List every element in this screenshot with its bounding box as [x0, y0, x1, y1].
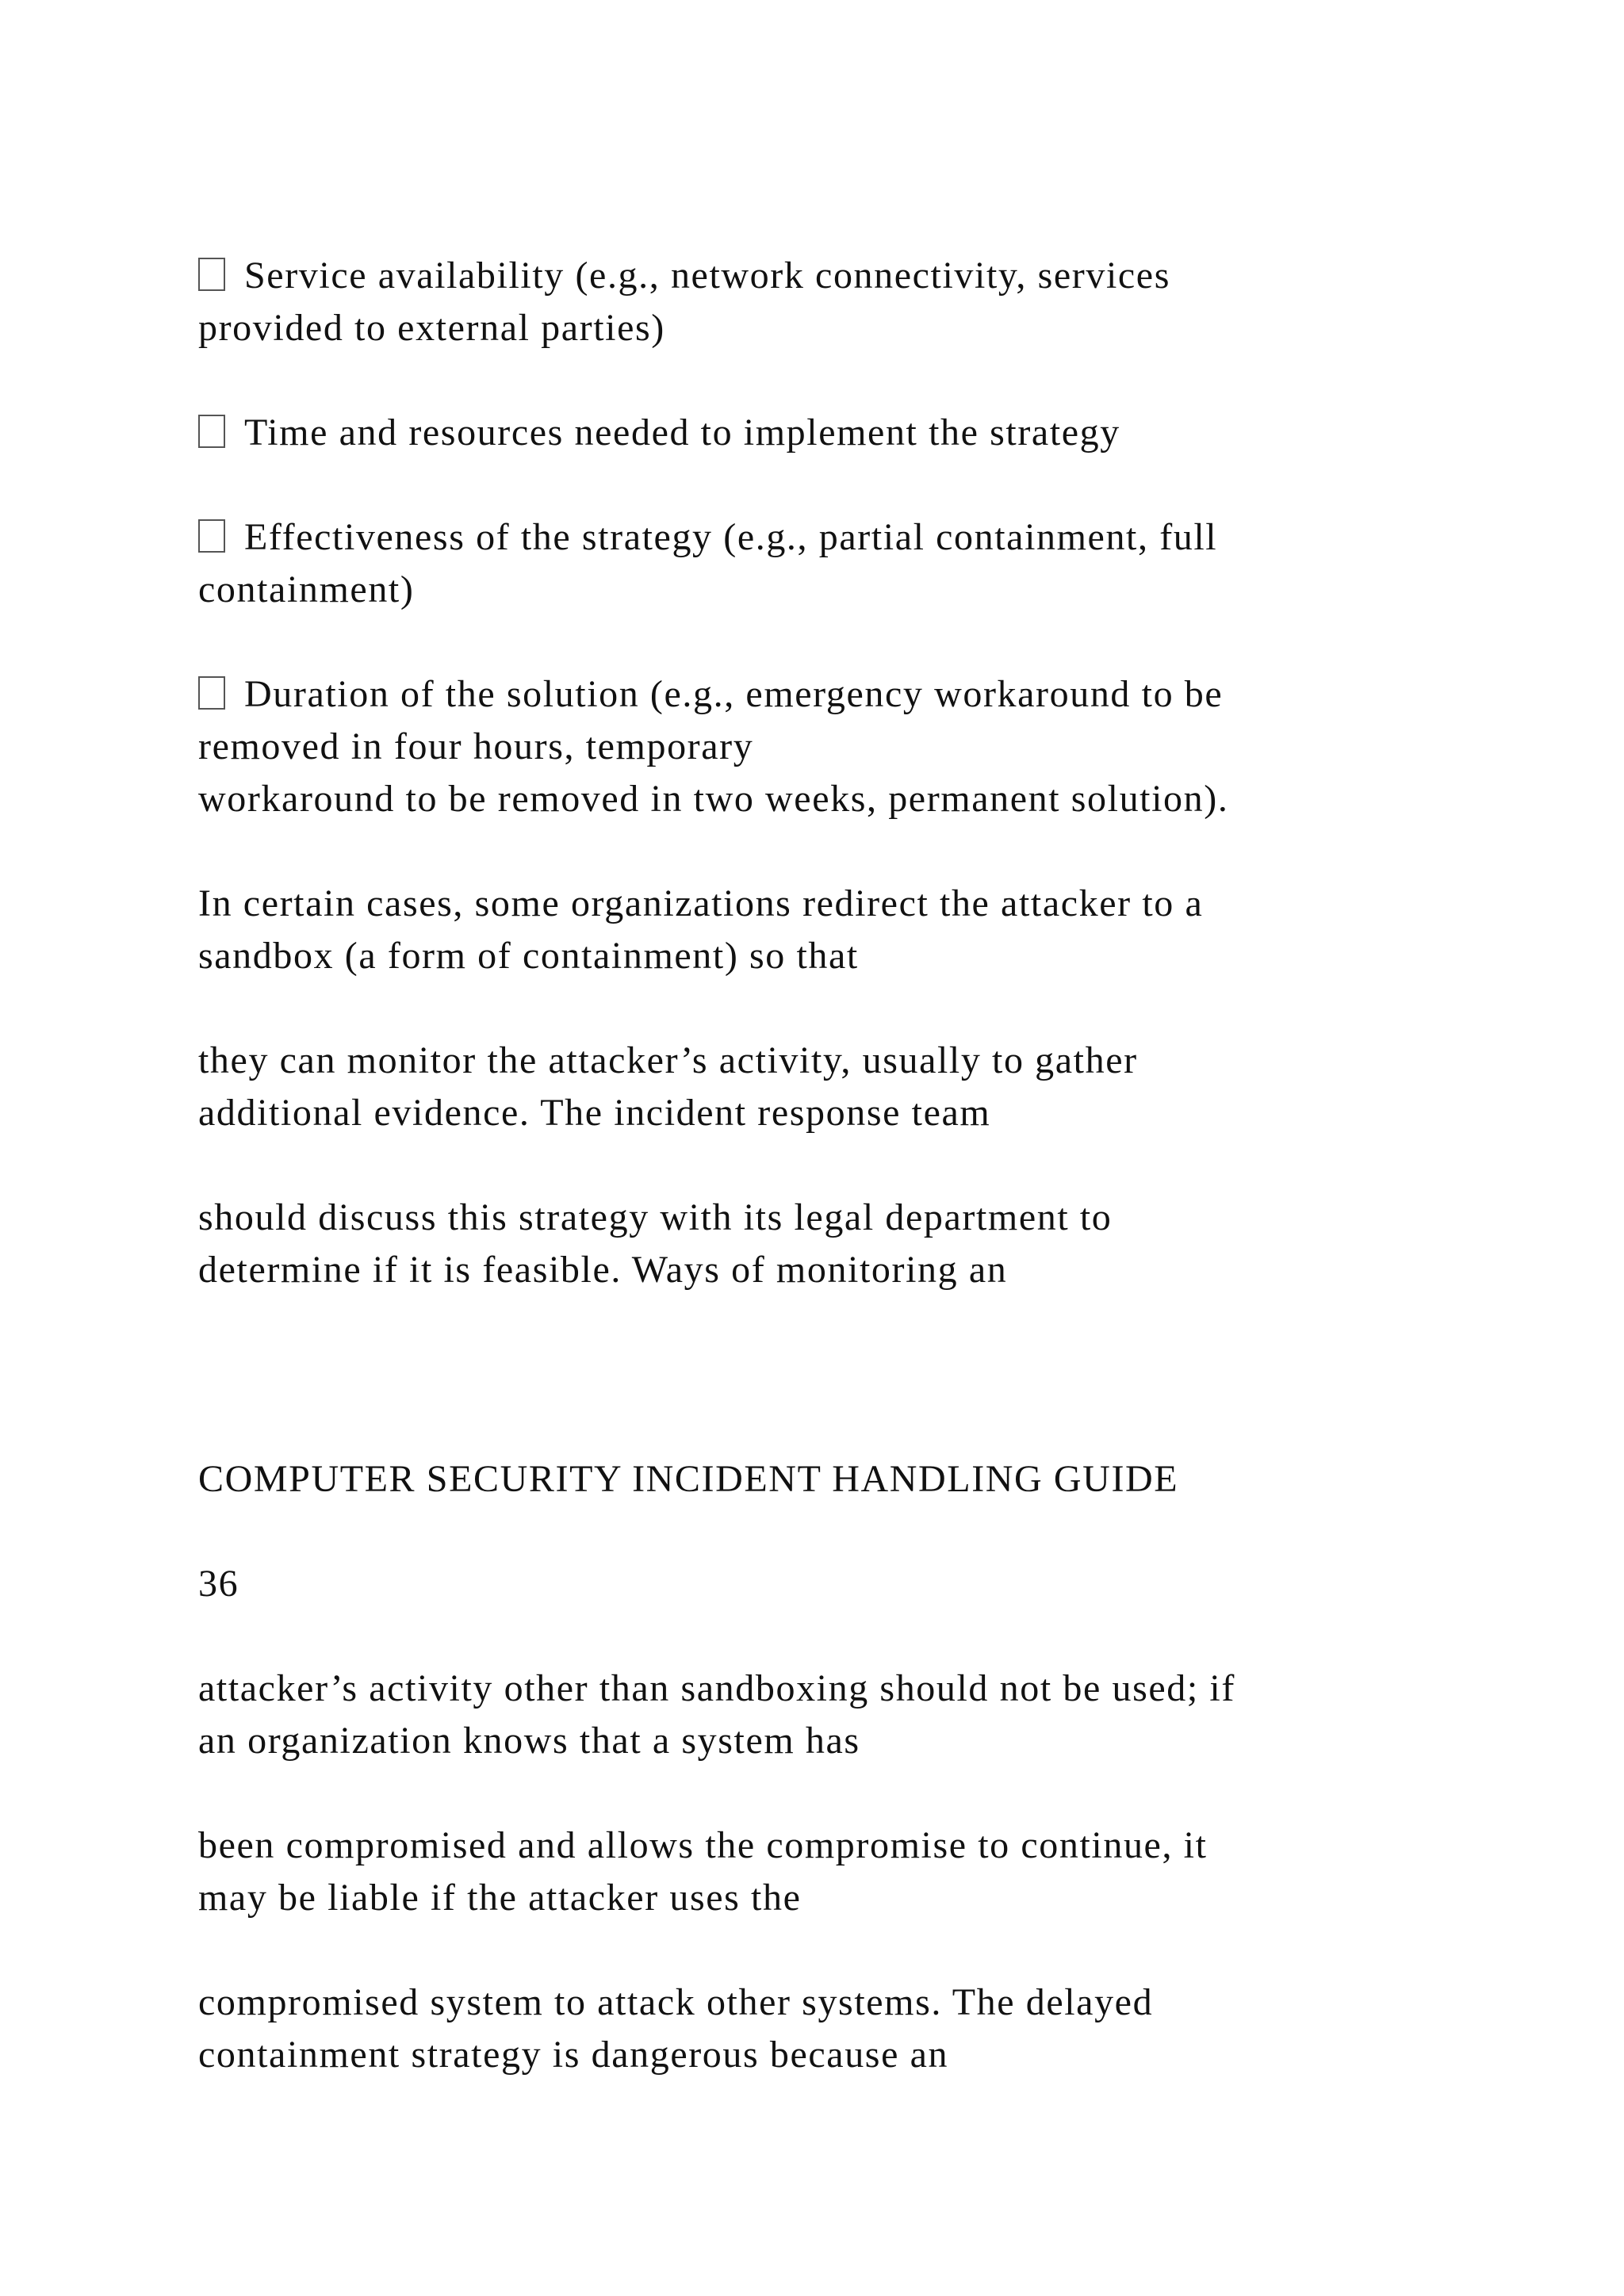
continuation-2-line-2: may be liable if the attacker uses the [198, 1877, 802, 1919]
bullet-3-line-2: containment) [198, 568, 415, 610]
missing-glyph-icon [198, 415, 225, 448]
paragraph-3-line-2: determine if it is feasible. Ways of monitoring an [198, 1249, 1008, 1291]
paragraph-2-line-2: additional evidence. The incident response team [198, 1092, 991, 1134]
continuation-1-line-1: attacker’s activity other than sandboxing should not be used; if [198, 1667, 1235, 1709]
paragraph-2-line-1: they can monitor the attacker’s activity, usually to gather [198, 1039, 1138, 1081]
continuation-3-line-1: compromised system to attack other systems. The delayed [198, 1981, 1154, 2023]
paragraph-3-line-1: should discuss this strategy with its legal department to [198, 1196, 1113, 1238]
continuation-3-line-2: containment strategy is dangerous because an [198, 2034, 949, 2076]
continuation-1-line-2: an organization knows that a system has [198, 1720, 860, 1762]
running-header: COMPUTER SECURITY INCIDENT HANDLING GUIDE [198, 1458, 1179, 1500]
missing-glyph-icon [198, 258, 225, 291]
paragraph-1-line-2: sandbox (a form of containment) so that [198, 935, 859, 977]
bullet-4-line-1: Duration of the solution (e.g., emergency workaround to be [198, 671, 1223, 718]
bullet-1-line-2: provided to external parties) [198, 307, 665, 349]
bullet-4-line-2: removed in four hours, temporary [198, 725, 754, 767]
continuation-2-line-1: been compromised and allows the compromise to continue, it [198, 1824, 1208, 1866]
page-number: 36 [198, 1563, 239, 1605]
bullet-4-line-3: workaround to be removed in two weeks, permanent solution). [198, 778, 1229, 820]
missing-glyph-icon [198, 676, 225, 710]
bullet-3-line-1: Effectiveness of the strategy (e.g., partial containment, full [198, 514, 1217, 561]
bullet-2-line-1: Time and resources needed to implement the strategy [198, 409, 1120, 457]
missing-glyph-icon [198, 519, 225, 553]
bullet-1-line-1: Service availability (e.g., network connectivity, services [198, 252, 1170, 300]
paragraph-1-line-1: In certain cases, some organizations redirect the attacker to a [198, 882, 1204, 924]
